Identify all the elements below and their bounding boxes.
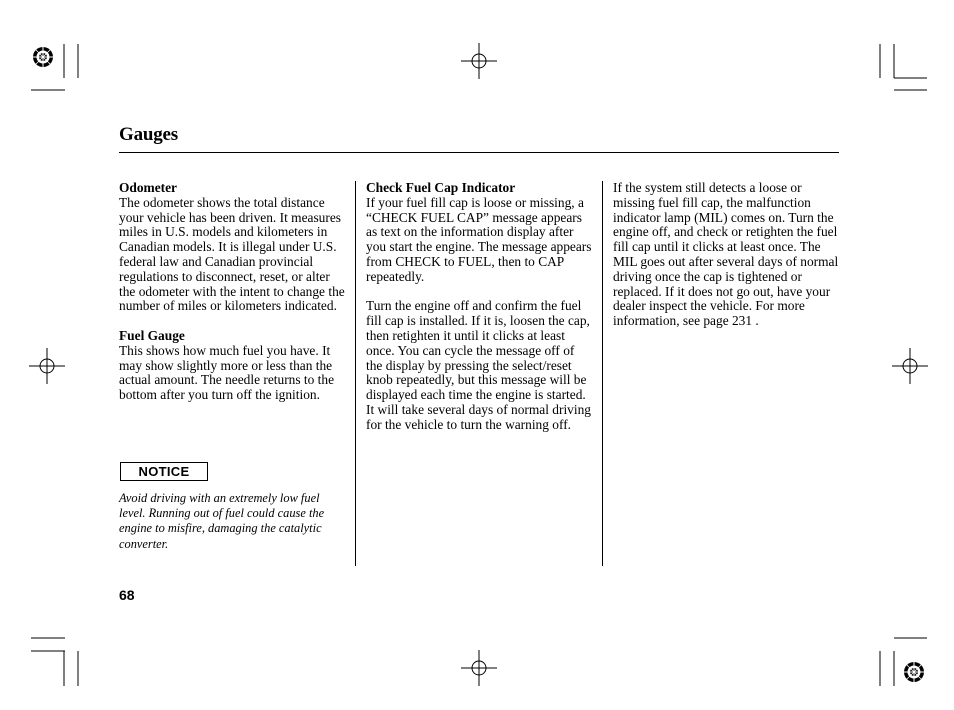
fuel-gauge-body: This shows how much fuel you have. It may show slightly more or less than the actual amount. The needle returns to the bottom after you turn off the ignition. (119, 342, 335, 403)
notice-text: Avoid driving with an extremely low fuel level. Running out of fuel could cause the engine to misfire, damaging the catalytic converter. (119, 491, 325, 551)
fuel-gauge-section (119, 329, 347, 403)
mil-body: If the system still detects a loose or missing fuel fill cap, the malfunction indicator lamp (MIL) comes on. Turn the engine off, and check or retighten the fuel fill cap until it clicks at least once. The MIL goes out after several days of normal driving once the cap is tightened or replaced. If it does not go out, have your dealer inspect the vehicle. For more information, see page 231 . (613, 180, 839, 329)
target-mark-left-middle (29, 348, 65, 384)
column-left (119, 181, 347, 403)
title-divider (119, 152, 839, 153)
odometer-heading: Odometer (119, 180, 178, 195)
odometer-section (119, 181, 347, 314)
target-mark-top-center (461, 43, 497, 79)
check-fuel-cap-body-2: Turn the engine off and confirm the fuel fill cap is installed. If it is, loosen the cap, then retighten it until it clicks at least once. You can cycle the message off of the display by pressing the select/reset knob repeatedly, but this message will be displayed each time the engine is started. It will take several days of normal driving for the vehicle to turn the warning off. (366, 298, 591, 432)
target-mark-right-middle (892, 348, 928, 384)
page-number: 68 (119, 587, 135, 603)
notice-label: NOTICE (120, 462, 208, 481)
page-title: Gauges (119, 124, 178, 145)
column-right (613, 181, 839, 329)
check-fuel-cap-heading: Check Fuel Cap Indicator (366, 180, 516, 195)
check-fuel-cap-body: If your fuel fill cap is loose or missing, a “CHECK FUEL CAP” message appears as text on the information display after you start the engine. The message appears from CHECK to FUEL, then to CAP repeatedly. (366, 194, 592, 284)
check-fuel-cap-section (366, 181, 594, 285)
odometer-body: The odometer shows the total distance your vehicle has been driven. It measures miles in U.S. models and kilometers in Canadian models. It is illegal under U.S. federal law and Canadian provincial regulations to disconnect, reset, or alter the odometer with the intent to change the number of miles or kilometers indicated. (119, 194, 345, 314)
registration-mark-bottom-right (901, 659, 927, 685)
column-middle (366, 181, 594, 433)
crop-mark-bottom-left (31, 638, 78, 686)
target-mark-bottom-center (461, 650, 497, 686)
column-divider-1 (355, 181, 356, 566)
registration-mark-top-left (30, 44, 56, 70)
fuel-gauge-heading: Fuel Gauge (119, 327, 185, 343)
crop-mark-top-right (880, 44, 927, 90)
column-divider-2 (602, 181, 603, 566)
